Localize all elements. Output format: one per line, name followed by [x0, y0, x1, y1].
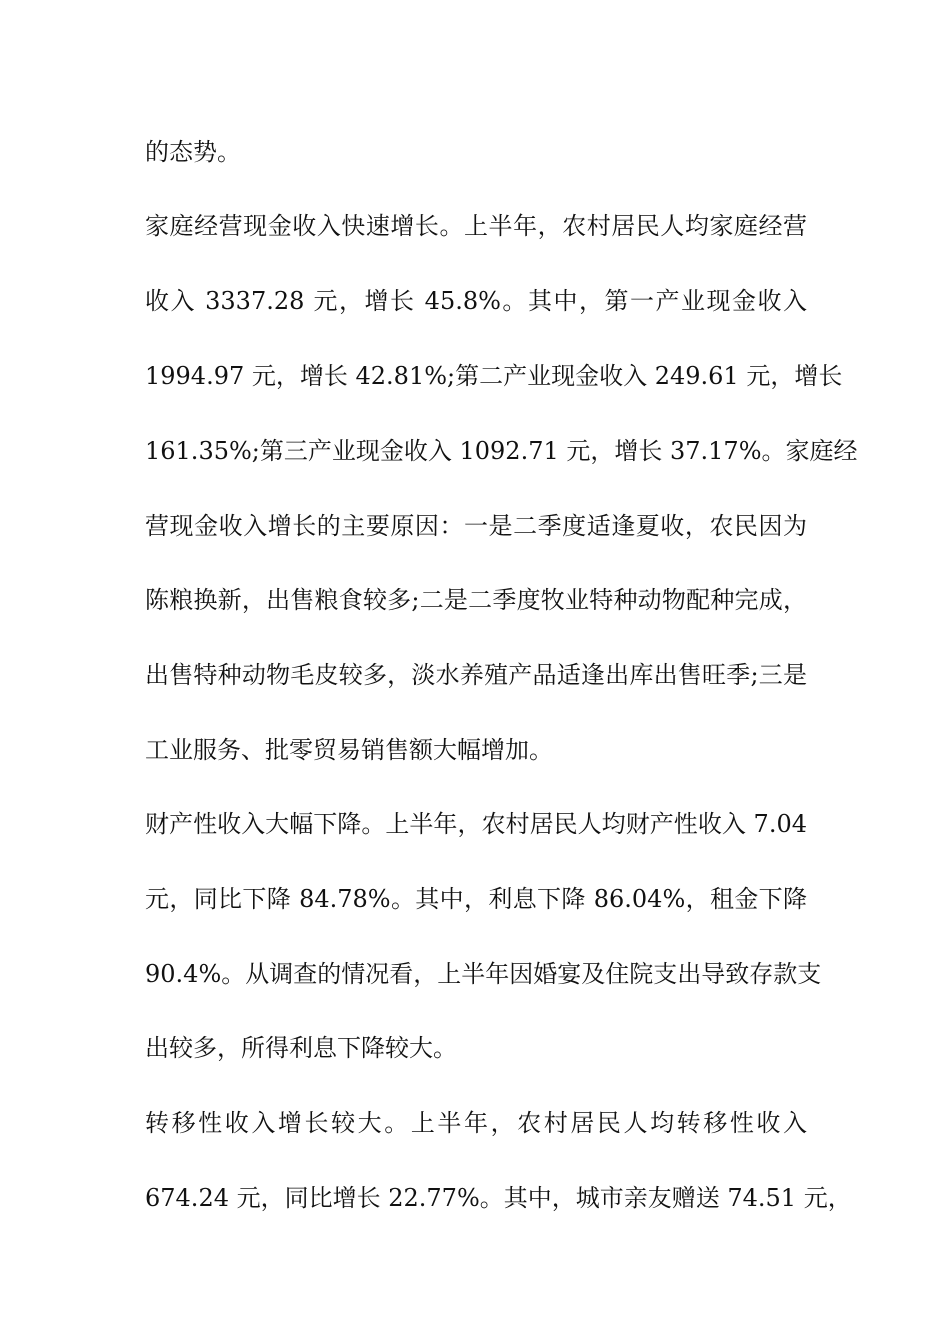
text-line-2: 家庭经营现金收入快速增长。上半年，农村居民人均家庭经营 — [145, 212, 807, 240]
text-line-7: 陈粮换新，出售粮食较多;二是二季度牧业特种动物配种完成， — [145, 586, 807, 614]
text-line-13: 出较多，所得利息下降较大。 — [145, 1034, 457, 1062]
text-line-5: 161.35%;第三产业现金收入 1092.71 元，增长 37.17%。家庭经 — [145, 437, 858, 465]
text-line-1: 的态势。 — [145, 138, 241, 166]
text-line-10: 财产性收入大幅下降。上半年，农村居民人均财产性收入 7.04 — [145, 810, 807, 838]
text-line-4: 1994.97 元，增长 42.81%;第二产业现金收入 249.61 元，增长 — [145, 362, 843, 390]
text-line-9: 工业服务、批零贸易销售额大幅增加。 — [145, 736, 553, 764]
text-line-14: 转移性收入增长较大。上半年，农村居民人均转移性收入 — [145, 1109, 807, 1137]
text-line-12: 90.4%。从调查的情况看，上半年因婚宴及住院支出导致存款支 — [145, 960, 822, 988]
text-line-3: 收入 3337.28 元，增长 45.8%。其中，第一产业现金收入 — [145, 287, 807, 315]
text-line-8: 出售特种动物毛皮较多，淡水养殖产品适逢出库出售旺季;三是 — [145, 661, 807, 689]
text-line-11: 元，同比下降 84.78%。其中，利息下降 86.04%，租金下降 — [145, 885, 807, 913]
text-line-15: 674.24 元，同比增长 22.77%。其中，城市亲友赠送 74.51 元， — [145, 1184, 852, 1212]
text-line-6: 营现金收入增长的主要原因：一是二季度适逢夏收，农民因为 — [145, 512, 807, 540]
